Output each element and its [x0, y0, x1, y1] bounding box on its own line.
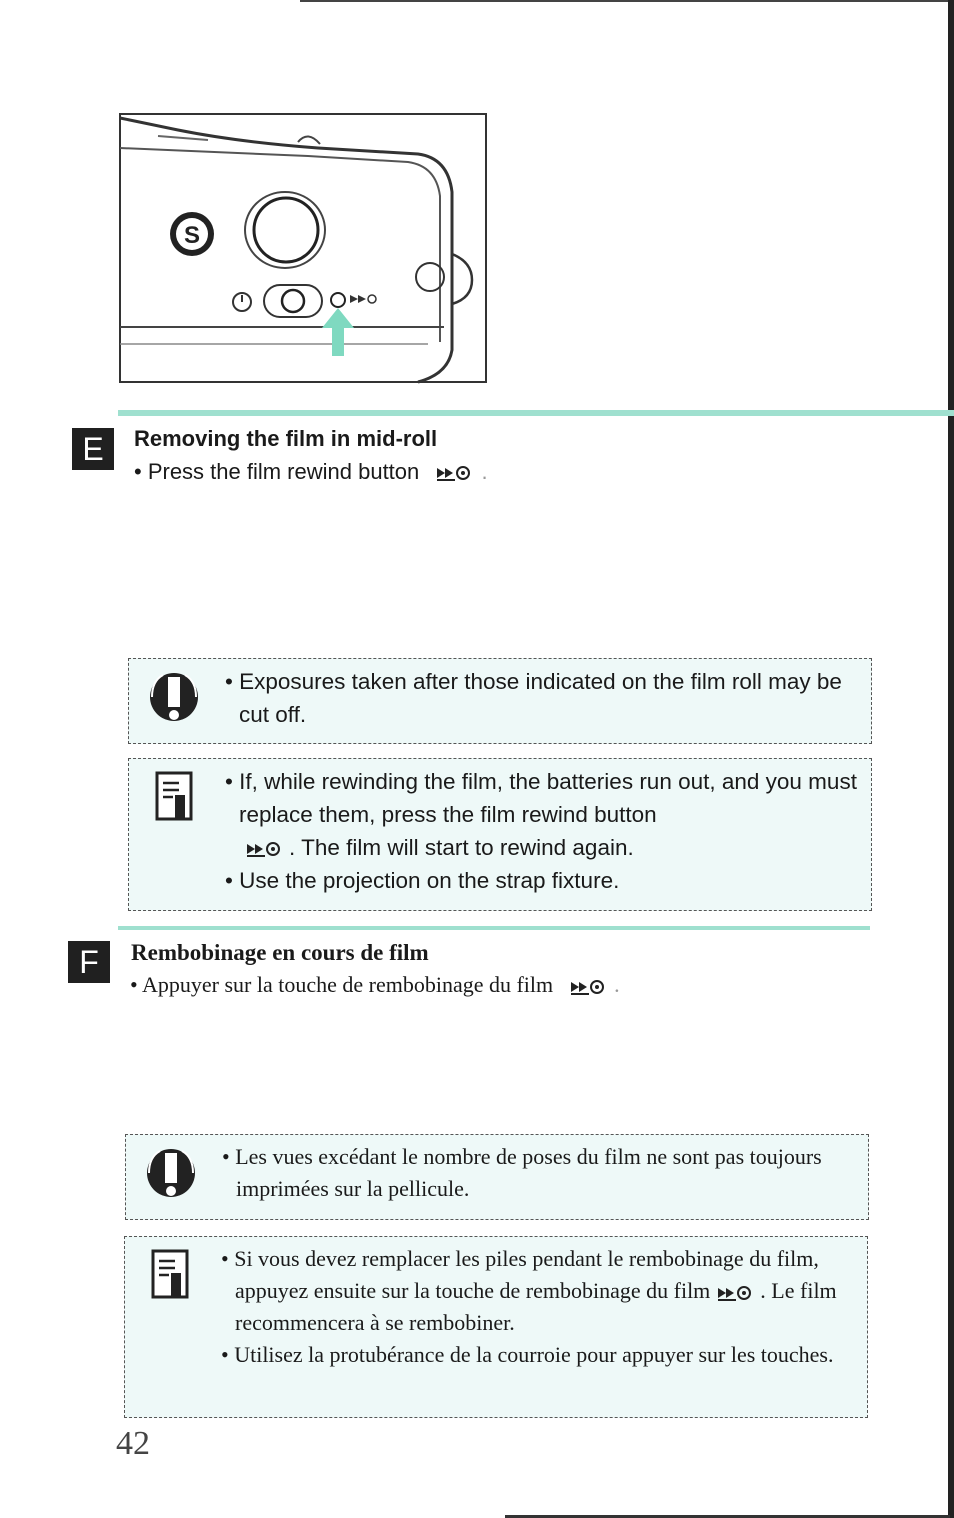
- section-letter-e: E: [72, 428, 114, 470]
- section-rule-top: [118, 410, 954, 416]
- memo-text-fr: [221, 1243, 857, 1371]
- section-letter-f: F: [68, 941, 110, 983]
- rewind-symbol-icon: [714, 1283, 756, 1303]
- memo-item-2: • Utilisez la protubérance de la courroie pour appuyer sur les touches.: [221, 1342, 834, 1367]
- rewind-symbol-icon: [433, 463, 475, 483]
- caution-box-fr: [125, 1134, 869, 1220]
- rewind-symbol-icon: [243, 839, 285, 859]
- memo-item-1: • If, while rewinding the film, the batteries run out, and you must replace them, press the film rewind button . The film will start to rewind again.: [225, 769, 857, 860]
- memo-box-fr: [124, 1236, 868, 1418]
- section-body-en: [134, 459, 488, 485]
- page-number: 42: [116, 1425, 150, 1462]
- caution-icon: [144, 1145, 198, 1201]
- memo-icon: [143, 1247, 197, 1303]
- memo-box-en: [128, 758, 872, 911]
- section-title-en: Removing the film in mid-roll: [134, 426, 438, 451]
- memo-item-1: • Si vous devez remplacer les piles pendant le rembobinage du film, appuyez ensuite sur la touche de rembobinage du film . Le film recommencera à se rembobiner.: [221, 1246, 837, 1335]
- rewind-symbol-icon: [567, 977, 609, 997]
- body-period: .: [481, 459, 488, 484]
- memo-icon: [147, 769, 201, 825]
- section-body-fr: [130, 972, 620, 998]
- svg-text:S: S: [183, 222, 201, 249]
- caution-box-en: [128, 658, 872, 744]
- memo-text-en: [225, 765, 861, 897]
- section-rule-middle: [118, 926, 870, 930]
- caution-text-en: • Exposures taken after those indicated on the film roll may be cut off.: [225, 669, 842, 727]
- scan-edge-right: [948, 0, 954, 1518]
- scan-edge-top: [300, 0, 950, 2]
- memo-item-2: • Use the projection on the strap fixture.: [225, 868, 620, 893]
- caution-text-fr: • Les vues excédant le nombre de poses du film ne sont pas toujours imprimées sur la pellicule.: [222, 1144, 822, 1201]
- caution-icon: [147, 669, 201, 725]
- camera-top-illustration: [118, 112, 488, 384]
- body-text: • Appuyer sur la touche de rembobinage du film: [130, 972, 554, 997]
- section-title-fr: Rembobinage en cours de film: [131, 940, 429, 965]
- body-text: • Press the film rewind button: [134, 459, 420, 484]
- body-period: .: [614, 972, 620, 997]
